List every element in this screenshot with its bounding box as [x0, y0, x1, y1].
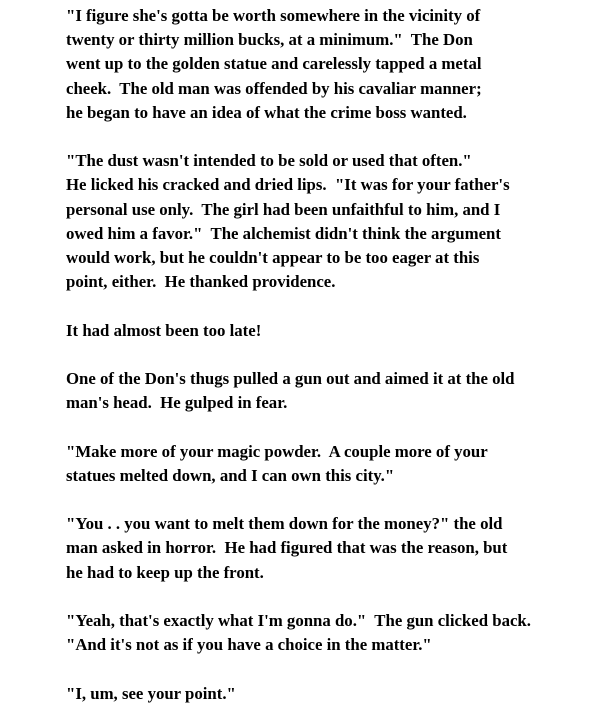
text-line: "Yeah, that's exactly what I'm gonna do." The gun clicked back. [66, 610, 531, 630]
document-page [66, 4, 606, 706]
paragraph-1 [66, 4, 606, 125]
paragraph-7 [66, 609, 606, 657]
text-line: point, either. He thanked providence. [66, 272, 336, 292]
text-line: It had almost been too late! [66, 320, 262, 340]
text-line: twenty or thirty million bucks, at a minimum." The Don [66, 30, 473, 50]
text-line: "Make more of your magic powder. A couple more of your [66, 441, 488, 461]
text-line: he had to keep up the front. [66, 562, 264, 582]
paragraph-gap [66, 657, 606, 681]
text-line: man's head. He gulped in fear. [66, 393, 288, 413]
text-line: "I figure she's gotta be worth somewhere in the vicinity of [66, 6, 481, 25]
paragraph-2 [66, 149, 606, 294]
paragraph-5 [66, 440, 606, 488]
text-line: man asked in horror. He had figured that was the reason, but [66, 538, 508, 558]
text-line: statues melted down, and I can own this city." [66, 465, 395, 485]
paragraph-6 [66, 512, 606, 585]
text-line: "And it's not as if you have a choice in the matter." [66, 635, 432, 655]
paragraph-gap [66, 585, 606, 609]
paragraph-8 [66, 682, 606, 706]
text-line: owed him a favor." The alchemist didn't think the argument [66, 223, 501, 243]
text-line: would work, but he couldn't appear to be too eager at this [66, 248, 480, 268]
paragraph-3 [66, 319, 606, 343]
paragraph-gap [66, 294, 606, 318]
text-line: "I, um, see your point." [66, 683, 236, 703]
text-line: He licked his cracked and dried lips. "It was for your father's [66, 175, 510, 195]
paragraph-gap [66, 125, 606, 149]
text-line: One of the Don's thugs pulled a gun out and aimed it at the old [66, 369, 515, 388]
text-line: cheek. The old man was offended by his cavaliar manner; [66, 78, 482, 98]
paragraph-gap [66, 415, 606, 439]
text-line: personal use only. The girl had been unfaithful to him, and I [66, 199, 501, 219]
text-line: "You . . you want to melt them down for the money?" the old [66, 514, 503, 534]
paragraph-gap [66, 343, 606, 367]
text-line: went up to the golden statue and carelessly tapped a metal [66, 54, 482, 74]
text-line: he began to have an idea of what the crime boss wanted. [66, 102, 467, 122]
paragraph-4 [66, 367, 606, 415]
text-line: "The dust wasn't intended to be sold or used that often." [66, 151, 472, 171]
paragraph-gap [66, 488, 606, 512]
